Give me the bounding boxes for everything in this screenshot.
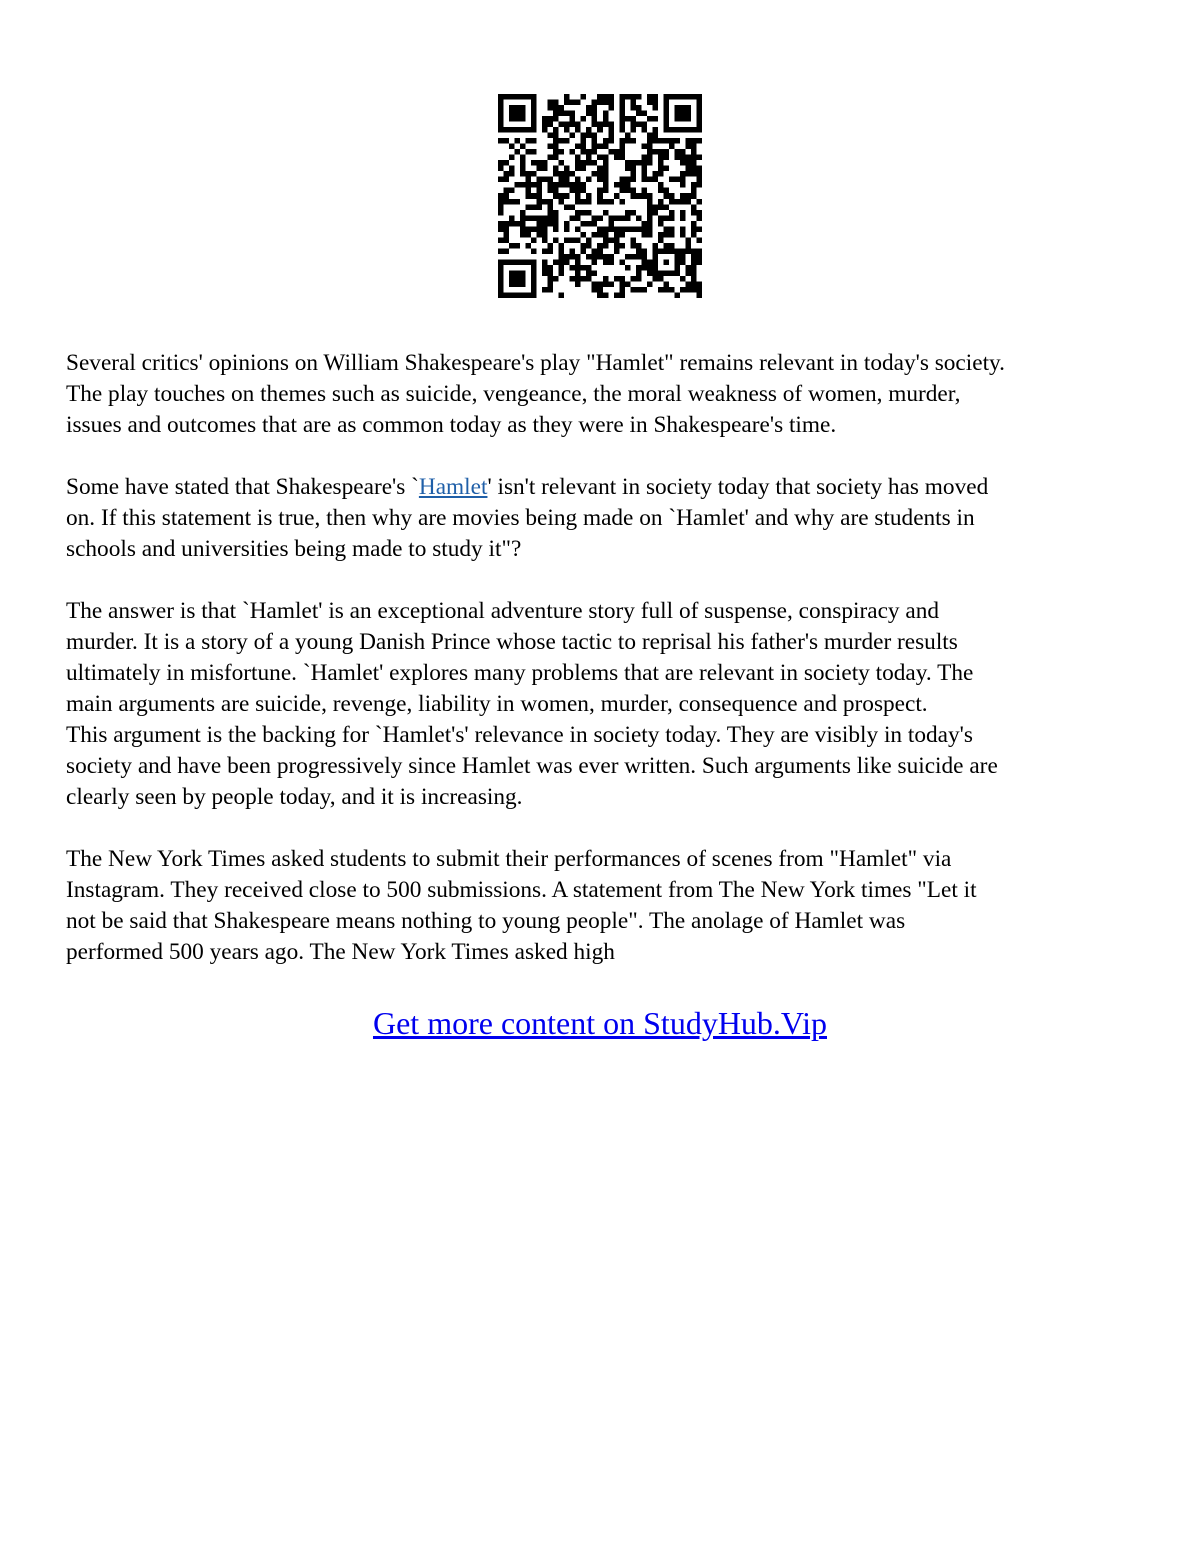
studyhub-link[interactable]: Get more content on StudyHub.Vip <box>372 1005 827 1041</box>
text-line: The New York Times asked students to submit their performances of scenes from "Hamlet" via <box>66 846 952 872</box>
text-line: murder. It is a story of a young Danish Prince whose tactic to reprisal his father's murder results <box>66 629 958 655</box>
text-segment: Some have stated that Shakespeare's ` <box>66 474 419 500</box>
hamlet-link[interactable]: Hamlet <box>418 474 488 500</box>
qr-code-icon <box>498 94 702 298</box>
text-segment: ' isn't relevant in society today that society has moved <box>487 474 989 500</box>
text-line: schools and universities being made to study it"? <box>66 536 522 562</box>
text-line: ultimately in misfortune. `Hamlet' explores many problems that are relevant in society today. The <box>66 660 974 686</box>
footer <box>0 1003 1200 1043</box>
text-line: The play touches on themes such as suicide, vengeance, the moral weakness of women, murder, <box>66 381 961 407</box>
qr-code-graphic <box>498 94 702 298</box>
text-line: on. If this statement is true, then why are movies being made on `Hamlet' and why are students in <box>66 505 975 531</box>
paragraph-2 <box>66 472 1146 565</box>
text-line: society and have been progressively since Hamlet was ever written. Such arguments like suicide are <box>66 753 998 779</box>
text-line: The answer is that `Hamlet' is an exceptional adventure story full of suspense, conspiracy and <box>66 598 940 624</box>
article-body <box>66 348 1146 999</box>
text-line: Several critics' opinions on William Shakespeare's play "Hamlet" remains relevant in today's society. <box>66 350 1006 376</box>
paragraph-3 <box>66 596 1146 813</box>
text-line: This argument is the backing for `Hamlet's' relevance in society today. They are visibly in today's <box>66 722 973 748</box>
paragraph-1 <box>66 348 1146 441</box>
text-line: not be said that Shakespeare means nothing to young people". The anolage of Hamlet was <box>66 908 906 934</box>
text-line: main arguments are suicide, revenge, liability in women, murder, consequence and prospect. <box>66 691 928 717</box>
text-line: clearly seen by people today, and it is increasing. <box>66 784 523 810</box>
text-line: issues and outcomes that are as common today as they were in Shakespeare's time. <box>66 412 837 438</box>
text-line: performed 500 years ago. The New York Times asked high <box>66 939 615 965</box>
paragraph-4 <box>66 844 1146 968</box>
text-line: Instagram. They received close to 500 submissions. A statement from The New York times "Let it <box>66 877 977 903</box>
text-line <box>66 472 1146 503</box>
